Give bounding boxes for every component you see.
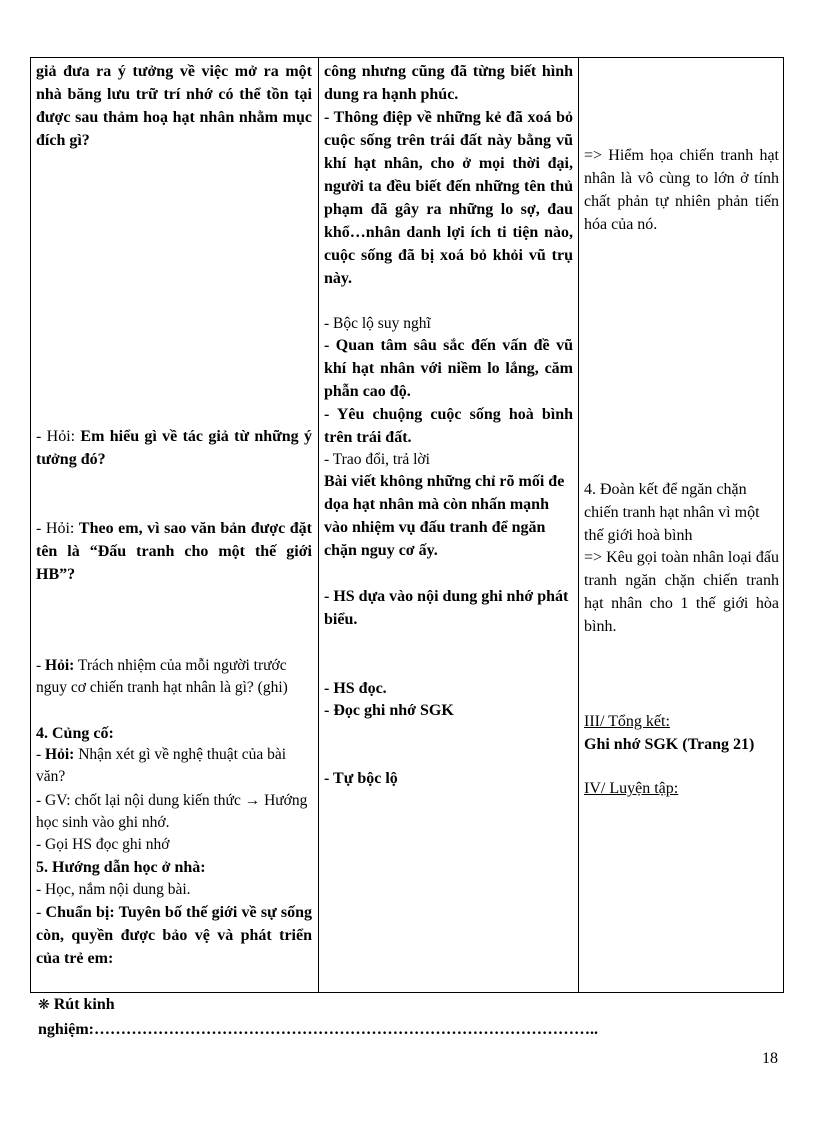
column-divider [578, 58, 579, 992]
lesson-table [30, 57, 784, 993]
homework-prepare: - Chuẩn bị: Tuyên bố thế giới về sự sống còn, quyền được bảo vệ và phát triển của trẻ em: [36, 904, 313, 967]
homework-item: - Học, nắm nội dung bài. [36, 881, 191, 898]
content-column [584, 58, 779, 992]
answer-read-memo: - Đọc ghi nhớ SGK [324, 702, 454, 719]
question-intro: giả đưa ra ý tưởng về việc mở ra một nhà băng lưu trữ trí nhớ có thể tồn tại được sau thảm hoạ hạt nhân nhằm mục đích gì? [36, 63, 312, 149]
question-art: - Hỏi: Nhận xét gì về nghệ thuật của bài văn? [36, 746, 287, 785]
star-icon: ❋ [38, 997, 50, 1013]
student-activity-column [324, 58, 573, 992]
content-call: => Kêu gọi toàn nhân loại đấu tranh ngăn chặn chiến tranh hạt nhân cho 1 thế giới hòa bình. [584, 549, 779, 635]
answer-love: - Yêu chuộng cuộc sống hoà bình trên trái đất. [324, 406, 573, 446]
question-title: - Hỏi: Theo em, vì sao văn bản được đặt tên là “Đấu tranh cho một thế giới HB”? [36, 520, 312, 583]
content-unite: 4. Đoàn kết để ngăn chặn chiến tranh hạt nhân vì một thế giới hoà bình [584, 481, 760, 544]
memo-reference: Ghi nhớ SGK (Trang 21) [584, 736, 755, 753]
answer-reveal: - Bộc lộ suy nghĩ [324, 315, 431, 332]
answer-memo: - HS dựa vào nội dung ghi nhớ phát biểu. [324, 588, 569, 628]
call-student-line: - Gọi HS đọc ghi nhớ [36, 836, 170, 853]
teacher-summary-line: - GV: chốt lại nội dung kiến thức → Hướng học sinh vào ghi nhớ. [36, 792, 308, 831]
question-author: - Hỏi: Em hiểu gì về tác giả từ những ý tưởng đó? [36, 428, 312, 468]
answer-read: - HS đọc. [324, 680, 387, 697]
answer-article: Bài viết không những chỉ rõ mối đe dọa hạt nhân mà còn nhấn mạnh vào nhiệm vụ đấu tranh để ngăn chặn nguy cơ ấy. [324, 473, 565, 559]
column-divider [318, 58, 319, 992]
teacher-activity-column [36, 58, 312, 992]
answer-message: - Thông điệp về những kẻ đã xoá bỏ cuộc sống trên trái đất này bằng vũ khí hạt nhân, cho ở mọi thời đại, người ta đều biết đến những tên thủ phạm đã gây ra những lo sợ, đau khổ…nhân danh lợi ích ti tiện nào, cuộc sống đã bị xoá bỏ khỏi vũ trụ này. [324, 109, 573, 287]
answer-care: - Quan tâm sâu sắc đến vấn đề vũ khí hạt nhân với niềm lo lắng, căm phẫn cao độ. [324, 337, 573, 400]
summary-heading: III/ Tổng kết: [584, 713, 670, 730]
answer-intro: công nhưng cũng đã từng biết hình dung ra hạnh phúc. [324, 63, 573, 103]
section-homework-title: 5. Hướng dẫn học ở nhà: [36, 859, 206, 876]
question-responsibility: - Hỏi: Trách nhiệm của mỗi người trước nguy cơ chiến tranh hạt nhân là gì? (ghi) [36, 657, 288, 696]
review-line: nghiệm:………………………………………………………………………………….. [38, 1021, 598, 1038]
content-danger: => Hiểm họa chiến tranh hạt nhân là vô cùng to lớn ở tính chất phản tự nhiên phản tiến hóa của nó. [584, 147, 779, 233]
answer-self: - Tự bộc lộ [324, 770, 398, 787]
answer-discuss: - Trao đổi, trả lời [324, 451, 430, 468]
section-consolidation-title: 4. Củng cố: [36, 725, 114, 742]
page-number: 18 [762, 1050, 778, 1067]
practice-heading: IV/ Luyện tập: [584, 780, 679, 797]
review-label: ❋ Rút kinh [38, 996, 115, 1013]
